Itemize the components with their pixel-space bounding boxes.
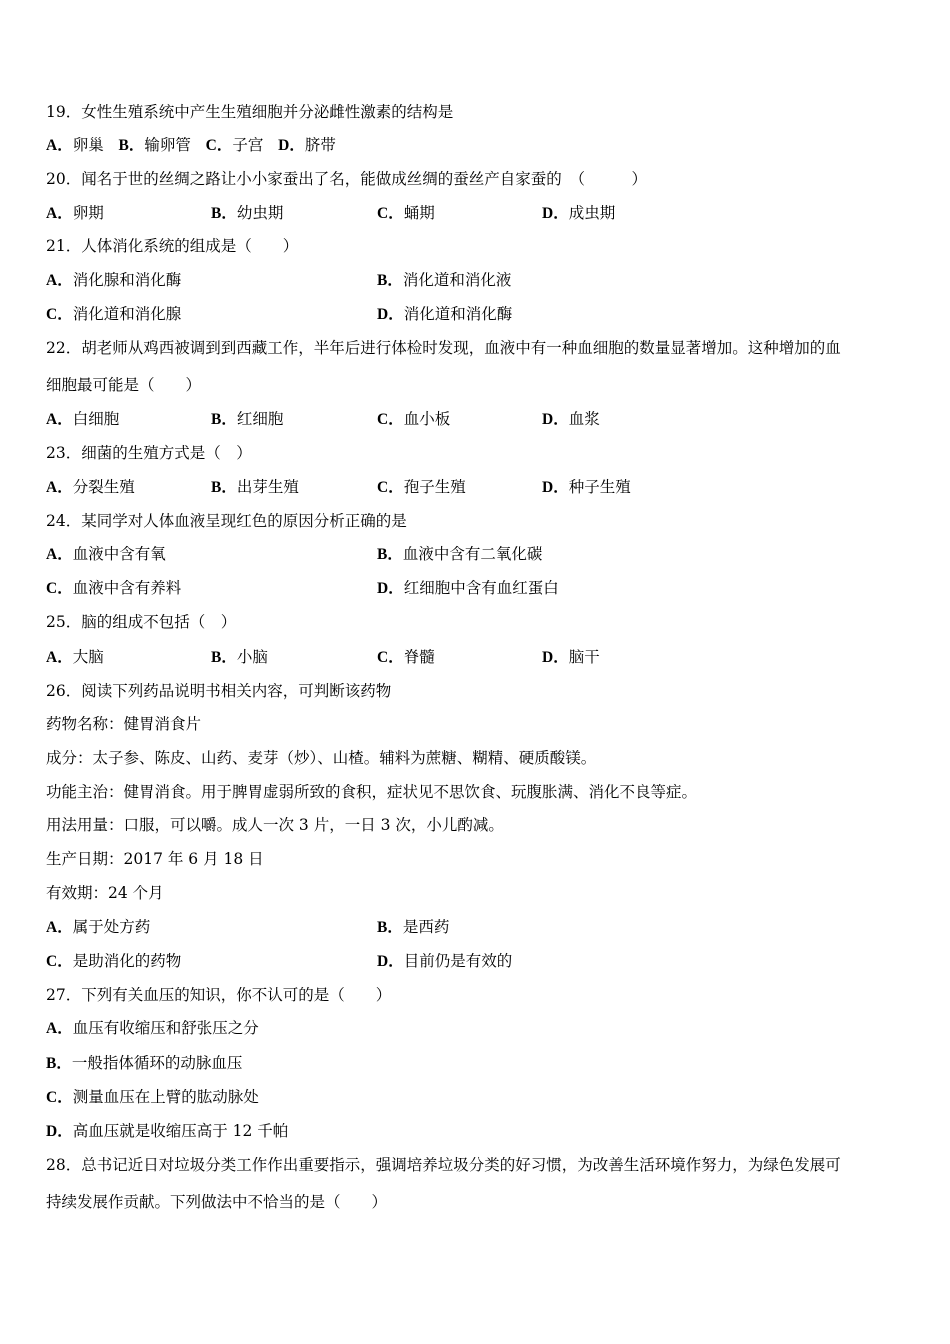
question-20-option-b: B．幼虫期 [211,204,284,222]
question-27-option-b: B．一般指体循环的动脉血压 [46,1054,243,1072]
question-20-option-c: C．蛹期 [377,204,435,222]
question-21-option-c: C．消化道和消化腺 [46,305,182,323]
drug-ingredients: 成分：太子参、陈皮、山药、麦芽（炒）、山楂。辅料为蔗糖、糊精、硬质酸镁。 [46,749,597,767]
question-24-option-d: D．红细胞中含有血红蛋白 [377,579,559,597]
question-28-stem-line1: 28．总书记近日对垃圾分类工作作出重要指示，强调培养垃圾分类的好习惯，为改善生活环境作努力，为绿色发展可 [46,1156,841,1174]
option-text: 子宫 [232,136,264,154]
question-24-option-c: C．血液中含有养料 [46,579,182,597]
question-20-option-a: A．卵期 [46,204,104,222]
option-text: 脐带 [304,136,336,154]
question-22-option-d: D．血浆 [542,410,600,428]
question-19-stem: 19．女性生殖系统中产生生殖细胞并分泌雌性激素的结构是 [46,103,454,121]
question-27-option-d: D．高血压就是收缩压高于 12 千帕 [46,1122,289,1140]
question-20-stem: 20．闻名于世的丝绸之路让小小家蚕出了名，能做成丝绸的蚕丝产自家蚕的 （ ） [46,170,647,188]
question-27-option-c: C．测量血压在上臂的肱动脉处 [46,1088,259,1106]
question-22-option-c: C．血小板 [377,410,451,428]
question-22-stem-line2: 细胞最可能是（ ） [46,376,202,394]
question-26-option-c: C．是助消化的药物 [46,952,182,970]
question-20-option-d: D．成虫期 [542,204,616,222]
question-24-option-a: A．血液中含有氧 [46,545,166,563]
option-label: C． [205,137,233,154]
question-27-stem: 27．下列有关血压的知识，你不认可的是（ ） [46,986,392,1004]
question-21-stem: 21．人体消化系统的组成是（ ） [46,237,299,255]
question-27-option-a: A．血压有收缩压和舒张压之分 [46,1019,259,1037]
question-22-option-a: A．白细胞 [46,410,120,428]
option-text: 卵巢 [72,136,104,154]
option-text: 输卵管 [144,136,191,154]
question-23-option-d: D．种子生殖 [542,478,631,496]
question-25-option-b: B．小脑 [211,648,268,666]
drug-name: 药物名称：健胃消食片 [46,715,202,733]
question-24-stem: 24．某同学对人体血液呈现红色的原因分析正确的是 [46,512,407,530]
question-22-stem-line1: 22．胡老师从鸡西被调到到西藏工作，半年后进行体检时发现，血液中有一种血细胞的数量显著增加。这种增加的血 [46,339,841,357]
question-26-option-a: A．属于处方药 [46,918,151,936]
option-label: A． [46,137,73,154]
question-24-option-b: B．血液中含有二氧化碳 [377,545,543,563]
question-19-options [46,135,336,156]
question-25-option-c: C．脊髓 [377,648,435,666]
drug-shelf-life: 有效期：24 个月 [46,884,164,902]
question-25-option-d: D．脑干 [542,648,600,666]
question-21-option-d: D．消化道和消化酶 [377,305,513,323]
drug-dosage: 用法用量：口服，可以嚼。成人一次 3 片，一日 3 次，小儿酌减。 [46,816,504,834]
question-26-stem: 26．阅读下列药品说明书相关内容，可判断该药物 [46,682,392,700]
option-label: B． [118,137,145,154]
question-23-stem: 23．细菌的生殖方式是（ ） [46,444,252,462]
option-label: D． [278,137,305,154]
question-25-option-a: A．大脑 [46,648,104,666]
question-21-option-b: B．消化道和消化液 [377,271,512,289]
question-25-stem: 25．脑的组成不包括（ ） [46,613,237,631]
question-28-stem-line2: 持续发展作贡献。下列做法中不恰当的是（ ） [46,1193,388,1211]
question-23-option-c: C．孢子生殖 [377,478,466,496]
question-26-option-b: B．是西药 [377,918,450,936]
question-23-option-b: B．出芽生殖 [211,478,299,496]
drug-indications: 功能主治：健胃消食。用于脾胃虚弱所致的食积，症状见不思饮食、玩腹胀满、消化不良等症。 [46,783,698,801]
question-26-option-d: D．目前仍是有效的 [377,952,513,970]
question-22-option-b: B．红细胞 [211,410,284,428]
question-23-option-a: A．分裂生殖 [46,478,135,496]
question-21-option-a: A．消化腺和消化酶 [46,271,182,289]
drug-production-date: 生产日期：2017 年 6 月 18 日 [46,850,264,868]
